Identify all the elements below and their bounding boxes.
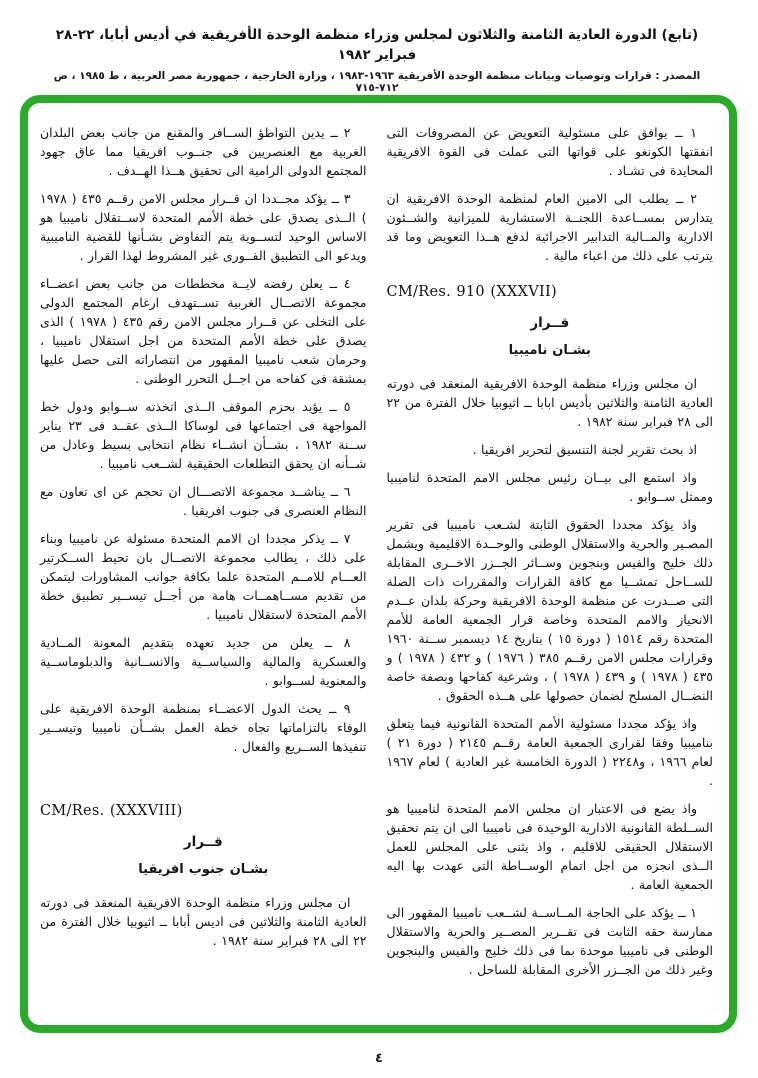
preamble-inalienable-rights: واذ يؤكد مجددا الحقوق الثابتة لشـعب ناميبيا فى تقرير المصـير والحرية والاستقلال الوطنى والوحــدة الاقليمية ويشمل ذلك خليج والفيس وبنجوين وســائر الجــزر الاخــرى المقابلة للســاحل تمشــيا مع كافة القرارات والمقررات ذات الصلة التى صــدرت عن منظمة الوحدة الافريقية وحركة بلدان عــدم الانحياز والامم المتحدة وخاصة قرار الجمعية العامة للأمم المتحدة رقم ١٥١٤ ( دورة ١٥ ) بتاريخ ١٤ ديسمبر ســنة ١٩٦٠ وقرارات مجلس الامن رقــم ٣٨٥ ( ١٩٧٦ ) و ٤٣٢ ( ١٩٧٨ ) و ٤٣٥ ( ١٩٧٨ ) و ٤٣٩ ( ١٩٧٨ ) ، وشرعية كفاحها وبصفة خاصة النضــال المسلح لضمان حصولها على هــذه الحقوق .: [386, 517, 714, 703]
operative-paragraph-2-chad: ٢ ــ يطلب الى الامين العام لمنظمة الوحدة الافريقية ان يتدارس بمســاعدة اللجنــة الاستشارية للميزانية والشــئون الادارية والمــالية التدابير الاجرائية لدفع هــذا التعويض وما قد يترتب على ذلك من اعباء مالية .: [386, 191, 713, 263]
operative-paragraph-6-namibia: ٦ ــ يناشــد مجموعة الاتصـــال ان تحجم عن اى تعاون مع النظام العنصرى فى جنوب افريقيا .: [40, 484, 367, 518]
preamble-council-session-south-africa: ان مجلس وزراء منظمة الوحدة الافريقية المنعقد فى دورته العادية الثامنة والثلاثين فى اديس أبابا ــ اثيوبيا خلال الفترة من ٢٢ الى ٢٨ فبراير سنة ١٩٨٢ .: [40, 895, 367, 948]
operative-paragraph-4-namibia: ٤ ــ يعلن رفضه لايــة مخططات من جانب بعض اعضــاء مجموعة الاتصــال الغربية تســتهدف ارغام المجتمع الدولى على التخلى عن قــرار مجلس الامن رقم ٤٣٥ ( ١٩٧٨ ) الذى يصدق على خطة الأمم المتحدة من اجل استقلال ناميبيا ، وحرمان شعب ناميبيا المقهور من انتصاراته التى حصل عليها بمشقة فى كفاحه من اجــل التحرر الوطنى .: [40, 276, 367, 386]
decision-subheading-namibia: بشـان ناميبيا: [508, 343, 591, 358]
preamble-un-council-statement: واذ استمع الى بيــان رئيس مجلس الامم المتحدة لناميبيا وممثل ســوابو .: [386, 470, 713, 504]
source-citation: المصدر : قرارات وتوصيات وبيانات منظمة الوحدة الأفريقية ١٩٦٣-١٩٨٣ ، وزارة الخارجية ، جمهورية مصر العربية ، ط ١٩٨٥ ، ص ٧١٢-٧١٥: [53, 70, 701, 95]
session-title: (تابع) الدورة العادية الثامنة والثلاثون لمجلس وزراء منظمة الوحدة الأفريقية في أديس أبابا، ٢٢-٢٨ فبراير ١٩٨٢: [55, 27, 699, 63]
decision-heading-namibia: قــرار: [530, 315, 570, 331]
operative-paragraph-5-namibia: ٥ ــ يؤيد بحزم الموقف الــذى اتخذته ســوابو ودول خط المواجهة فى اجتماعها فى لوساكا الــذى عقــد فى ٢٣ يناير ســنة ١٩٨٢ ، بشــأن انشــاء نظام انتخابى بسيط وعادل من شــأنه ان يحقق التطلعات الحقيقية لشــعب ناميبيا .: [40, 399, 367, 471]
operative-paragraph-1-namibia: ١ ــ يؤكد على الحاجة المــاســة لشــعب ناميبيا المقهور الى ممارسة حقه الثابت فى تقــرير المصــير والحرية والاستقلال الوطنى فى ناميبيا موحدة بما فى ذلك خليج والفيس والبنجوين وغير ذلك من الجــزر الأخرى المقابلة للساحل .: [386, 905, 713, 977]
preamble-council-session: ان مجلس وزراء منظمة الوحدة الافريقية المنعقد فى دورته العادية الثامنة والثلاثين بأديس ابابا ــ اثيوبيا خلال الفترة من ٢٢ الى ٢٨ فبراير سنة ١٩٨٢ .: [386, 376, 713, 429]
operative-paragraph-3-namibia: ٣ ــ يؤكد مجــددا ان قــرار مجلس الامن رقــم ٤٣٥ ( ١٩٧٨ ) الــذى يصدق على خطة الأمم المتحدة لاســتقلال ناميبيا هو الاساس الوحيد لتســوية يتم التفاوض بشـأنها للقضية الناميبية ويدعو الى التطبيق الفــورى غير المشروط لهذا القرار .: [40, 191, 367, 263]
page-header: [40, 26, 714, 94]
preamble-liberation-committee-report: اذ بحث تقرير لجنة التنسيق لتحرير افريقيا .: [472, 442, 697, 457]
column-left: [40, 123, 367, 1017]
column-right: [387, 123, 714, 1017]
operative-paragraph-1-chad: ١ ــ يوافق على مسئولية التعويض عن المصروفات التى انفقتها الكونغو على قواتها التى عملت فى القوة الافريقية المحايدة فى تشـاد .: [386, 125, 713, 178]
resolution-reference-cm-res-910: CM/Res. 910 (XXXVII): [386, 284, 557, 300]
green-border-frame: [20, 95, 737, 1033]
page-number: ٤: [375, 1051, 383, 1066]
preamble-un-council-authority: واذ يضع فى الاعتبار ان مجلس الامم المتحدة لناميبيا هو الســلطة القانونية الادارية الوحيدة فى ناميبيا الى ان يتم تحقيق الاستقلال الحقيقى للاقليم ، واذ يثنى على المجلس للعمل الــذى انجزه من اجل اتمام الوســاطة التى عهدت بها اليه الجمعية العامة .: [386, 801, 713, 892]
decision-subheading-south-africa: بشـان جنوب افريقيا: [138, 862, 269, 877]
two-column-layout: [40, 123, 713, 1017]
resolution-reference-cm-res-xxxviii: CM/Res. (XXXVIII): [40, 803, 183, 819]
operative-paragraph-2-namibia: ٢ ــ يدين التواطؤ الســافر والمقنع من جانب بعض البلدان الغربية مع العنصريين فى جنــوب افريقيا مما عاق جهود المجتمع الدولى الرامية الى تحقيق هــذا الهــدف .: [40, 125, 367, 178]
operative-paragraph-8-namibia: ٨ ــ يعلن من جديد تعهده بتقديم المعونة المــادية والعسكرية والمالية والسياســية والانســانية والدبلوماســية والمعنوية لســوابو .: [40, 635, 367, 688]
operative-paragraph-7-namibia: ٧ ــ يذكر مجددا ان الامم المتحدة مسئولة عن ناميبيا وبناء على ذلك ، يطالب مجموعة الاتصــال بان تحيط الســكرتير العـــام للامــم المتحدة علما بكافة جوانب المشاورات ليتمكن من تقديم مســاهمــات هامة من أجــل تيســير تطبيق خطة الأمم المتحدة لاستقلال ناميبيا .: [40, 531, 367, 622]
decision-heading-south-africa: قــرار: [183, 834, 223, 850]
operative-paragraph-9-namibia: ٩ ــ يحث الدول الاعضــاء بمنظمة الوحدة الافريقية على الوفاء بالتزاماتها تجاه خطة العمل بشــأن ناميبيا وتيســير تنفيذها الســريع والفعال .: [40, 701, 367, 754]
preamble-un-legal-responsibility: واذ يؤكد مجددا مسئولية الأمم المتحدة القانونية فيما يتعلق بناميبيا وفقا لقرارى الجمعية العامة رقــم ٢١٤٥ ( دورة ٢١ ) لعام ١٩٦٦ ، و٢٢٤٨ ( الدورة الخامسة غير العادية ) لعام ١٩٦٧ .: [386, 716, 713, 788]
